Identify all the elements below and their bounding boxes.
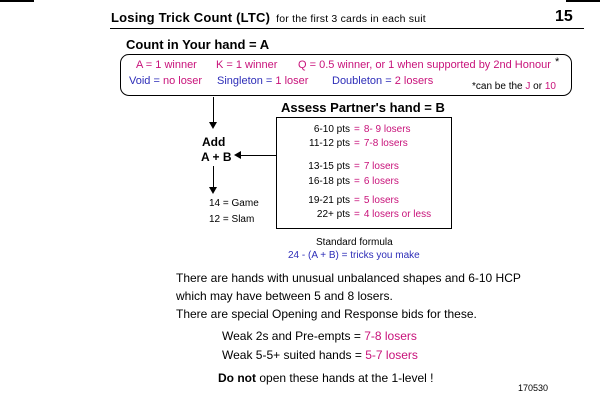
partner-row-points: 22+ pts xyxy=(316,209,350,220)
partner-row xyxy=(280,176,450,187)
page-title xyxy=(111,10,426,25)
weak-55-label: Weak 5-5+ suited hands = xyxy=(222,348,362,362)
arrow-a-head xyxy=(209,122,217,129)
singleton-label: Singleton = xyxy=(217,75,273,87)
weak-55-row xyxy=(222,348,418,362)
formula-result: = tricks you make xyxy=(341,250,420,261)
arrow-sum-head xyxy=(209,187,217,194)
partner-row-losers: 7 losers xyxy=(363,161,399,172)
page-number: 15 xyxy=(555,8,573,25)
doubleton-value: 2 losers xyxy=(394,75,434,87)
partner-row-points: 6-10 pts xyxy=(313,124,350,135)
warning-rest: open these hands at the 1-level ! xyxy=(259,371,434,385)
weak-two-label: Weak 2s and Pre-empts = xyxy=(222,329,361,343)
note-line-2: which may have between 5 and 8 losers. xyxy=(176,289,393,303)
game-threshold: 14 = Game xyxy=(209,198,259,209)
title-text: Losing Trick Count (LTC) xyxy=(111,10,271,25)
weak-55-value: 5-7 losers xyxy=(365,348,418,362)
arrow-sum-shaft xyxy=(213,166,214,187)
warning-row xyxy=(218,371,433,385)
partner-row-losers: 7-8 losers xyxy=(363,138,408,149)
void-label: Void = xyxy=(129,75,160,87)
arrow-b-shaft xyxy=(240,155,276,156)
formula-math: 24 - (A + B) xyxy=(288,250,339,261)
footnote-or: or xyxy=(533,81,543,92)
partner-row xyxy=(280,161,450,172)
title-underline xyxy=(110,28,584,29)
partner-row-equals: = xyxy=(354,161,360,172)
partner-row xyxy=(280,124,450,135)
void-value: no loser xyxy=(162,75,203,87)
doubleton-item xyxy=(332,75,433,87)
add-label: Add xyxy=(202,135,226,149)
partner-row-equals: = xyxy=(354,138,360,149)
partner-row-losers: 6 losers xyxy=(363,176,399,187)
singleton-value: 1 loser xyxy=(275,75,309,87)
partner-row-points: 11-12 pts xyxy=(309,138,350,149)
partner-row xyxy=(280,138,450,149)
footnote-10: 10 xyxy=(544,81,556,92)
singleton-item xyxy=(217,75,308,87)
note-line-3: There are special Opening and Response bids for these. xyxy=(176,307,477,321)
partner-row-equals: = xyxy=(354,124,360,135)
weak-two-value: 7-8 losers xyxy=(364,329,417,343)
queen-value: Q = 0.5 winner, or 1 when supported by 2nd Honour xyxy=(298,59,551,71)
queen-asterisk: * xyxy=(555,56,560,68)
asterisk-footnote xyxy=(472,81,556,92)
formula-label: Standard formula xyxy=(316,237,393,248)
doubleton-label: Doubleton = xyxy=(332,75,392,87)
partner-row-points: 19-21 pts xyxy=(308,195,350,206)
top-right-bar xyxy=(566,0,600,2)
partner-row-points: 13-15 pts xyxy=(308,161,350,172)
sum-label: A + B xyxy=(201,150,232,164)
title-subtitle: for the first 3 cards in each suit xyxy=(276,13,426,25)
arrow-b-head xyxy=(234,151,241,159)
ace-value: A = 1 winner xyxy=(136,59,197,71)
footer-code: 170530 xyxy=(518,383,549,393)
partner-heading: Assess Partner's hand = B xyxy=(281,100,445,115)
king-value: K = 1 winner xyxy=(216,59,278,71)
partner-row-losers: 8- 9 losers xyxy=(363,124,411,135)
top-left-bar xyxy=(0,0,34,2)
partner-row-points: 16-18 pts xyxy=(308,176,350,187)
slam-threshold: 12 = Slam xyxy=(209,214,255,225)
footnote-prefix: *can be the xyxy=(472,81,523,92)
weak-two-row xyxy=(222,329,417,343)
warning-bold: Do not xyxy=(218,371,256,385)
partner-row-losers: 5 losers xyxy=(363,195,399,206)
count-heading: Count in Your hand = A xyxy=(126,37,270,52)
partner-row xyxy=(280,209,450,220)
partner-row-equals: = xyxy=(354,209,360,220)
partner-row xyxy=(280,195,450,206)
partner-row-equals: = xyxy=(354,195,360,206)
partner-row-losers: 4 losers or less xyxy=(363,209,432,220)
count-row-honours xyxy=(136,59,197,71)
arrow-a-shaft xyxy=(213,97,214,122)
formula-expression xyxy=(288,250,420,261)
count-row-distribution xyxy=(129,75,202,87)
note-line-1: There are hands with unusual unbalanced shapes and 6-10 HCP xyxy=(176,271,521,285)
partner-row-equals: = xyxy=(354,176,360,187)
footnote-j: J xyxy=(525,81,531,92)
